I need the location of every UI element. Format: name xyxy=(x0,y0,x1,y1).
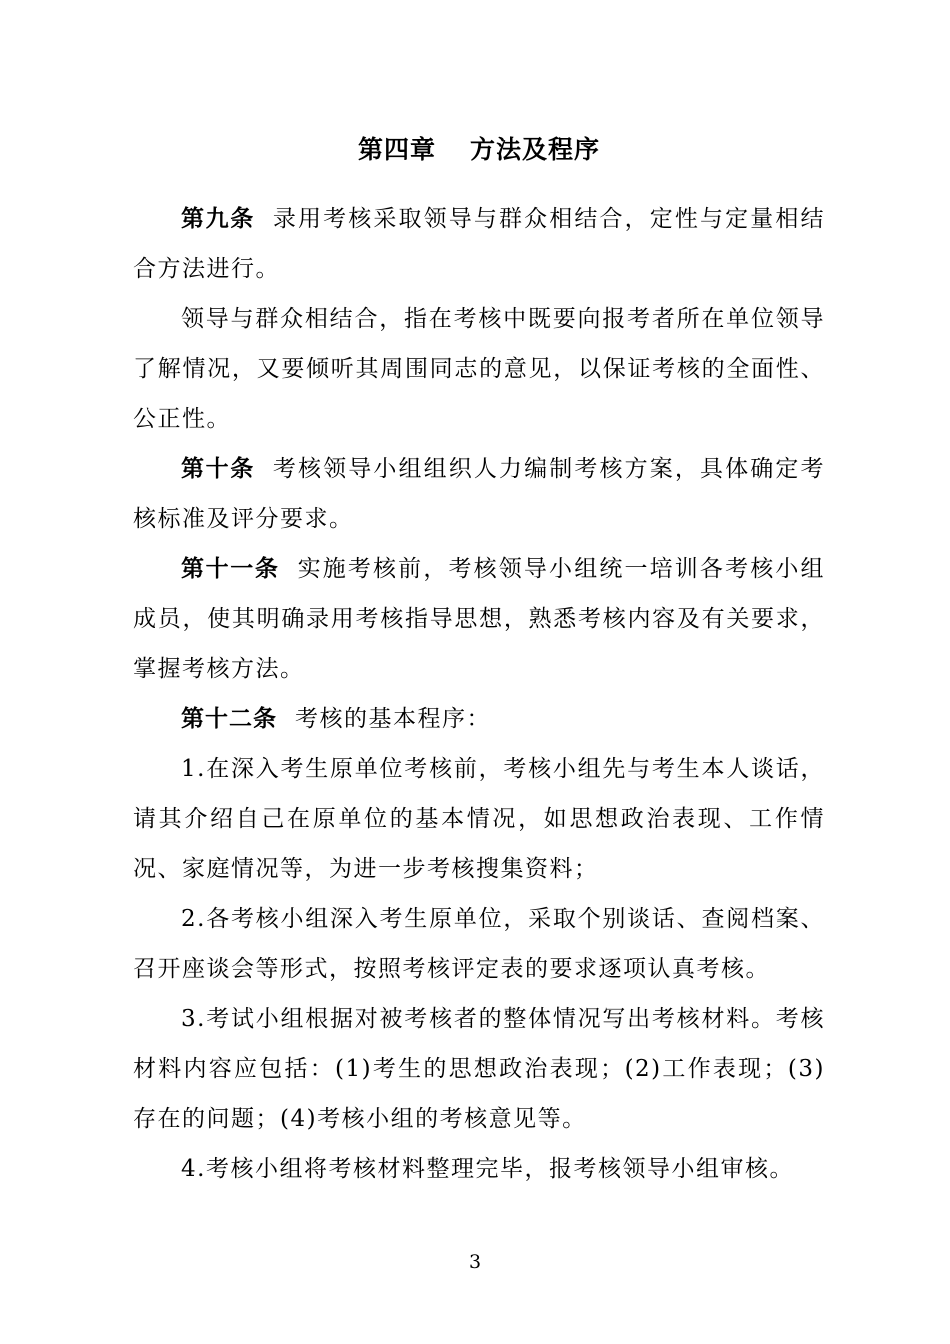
procedure-step-3 xyxy=(133,994,825,1144)
paragraph-article-11 xyxy=(133,544,825,694)
paragraph-text: 考核的基本程序： xyxy=(295,706,491,732)
page-number: 3 xyxy=(468,1251,482,1273)
procedure-step-1 xyxy=(133,744,825,894)
document-body xyxy=(133,128,825,1194)
paragraph-text: 2.各考核小组深入考生原单位，采取个别谈话、查阅档案、召开座谈会等形式，按照考核评定表的要求逐项认真考核。 xyxy=(133,906,825,982)
chapter-heading xyxy=(133,128,825,172)
paragraph-text: 领导与群众相结合，指在考核中既要向报考者所在单位领导了解情况，又要倾听其周围同志的意见，以保证考核的全面性、公正性。 xyxy=(133,306,825,432)
chapter-title: 方法及程序 xyxy=(470,135,601,164)
article-label: 第十一条 xyxy=(181,556,280,582)
article-label: 第九条 xyxy=(181,206,255,232)
paragraph-text: 考核领导小组组织人力编制考核方案，具体确定考核标准及评分要求。 xyxy=(133,456,825,532)
article-label: 第十二条 xyxy=(181,706,277,732)
paragraph-text: 4.考核小组将考核材料整理完毕，报考核领导小组审核。 xyxy=(181,1156,794,1182)
paragraph-explanation xyxy=(133,294,825,444)
paragraph-article-12 xyxy=(133,694,825,744)
article-label: 第十条 xyxy=(181,456,255,482)
paragraph-text: 录用考核采取领导与群众相结合，定性与定量相结合方法进行。 xyxy=(133,206,825,282)
paragraph-article-9 xyxy=(133,194,825,294)
paragraph-text: 3.考试小组根据对被考核者的整体情况写出考核材料。考核材料内容应包括：(1)考生的思想政治表现；(2)工作表现；(3)存在的问题；(4)考核小组的考核意见等。 xyxy=(133,1006,825,1132)
procedure-step-4 xyxy=(133,1144,825,1194)
procedure-step-2 xyxy=(133,894,825,994)
chapter-number: 第四章 xyxy=(357,135,436,164)
paragraph-text: 实施考核前，考核领导小组统一培训各考核小组成员，使其明确录用考核指导思想，熟悉考核内容及有关要求，掌握考核方法。 xyxy=(133,556,826,682)
paragraph-article-10 xyxy=(133,444,825,544)
paragraph-text: 1.在深入考生原单位考核前，考核小组先与考生本人谈话，请其介绍自己在原单位的基本情况，如思想政治表现、工作情况、家庭情况等，为进一步考核搜集资料； xyxy=(133,756,825,882)
